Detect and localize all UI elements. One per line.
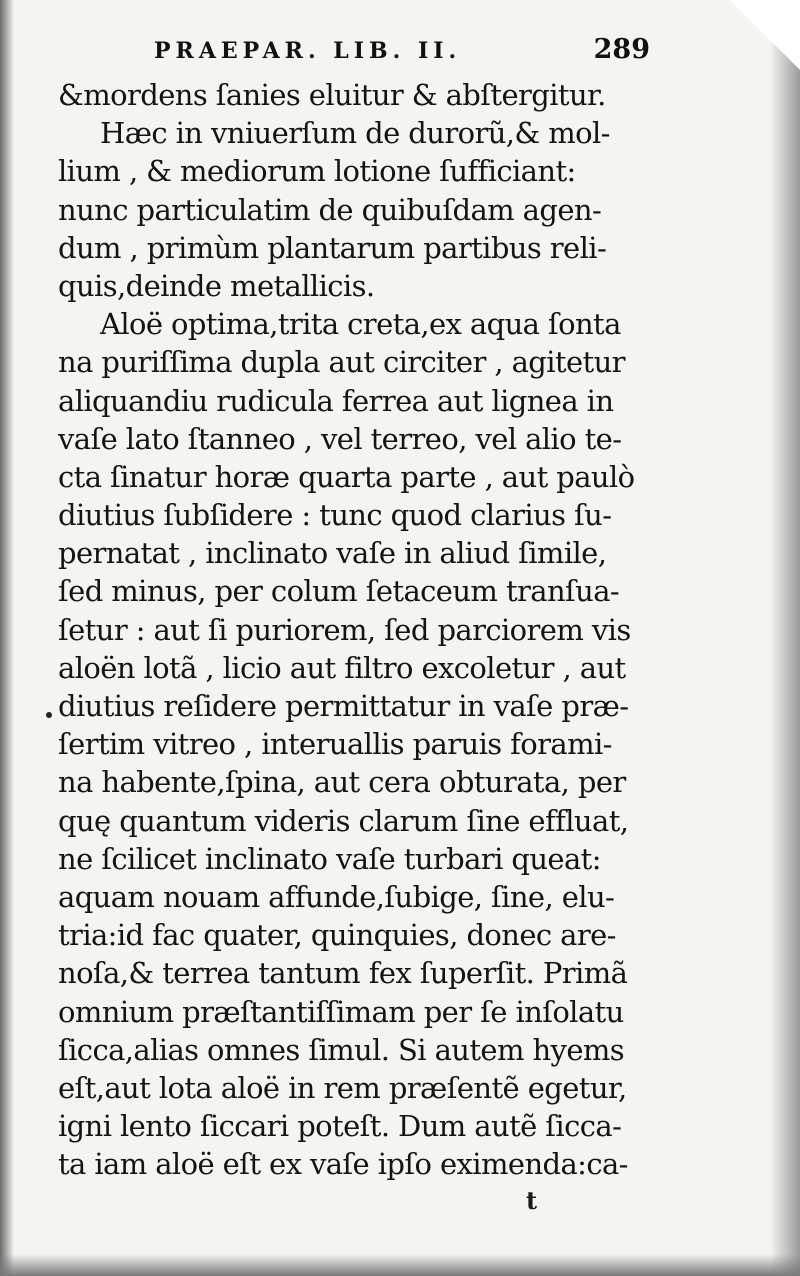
text-line: diutius ſubſidere : tunc quod clarius ſu- [58, 498, 612, 533]
text-line: omnium præſtantiſſimam per ſe inſolatu [58, 994, 624, 1029]
body-text [58, 76, 658, 1183]
catchword: t [526, 1186, 538, 1215]
text-line: &mordens ſanies eluitur & abſtergitur. [58, 78, 606, 112]
text-line: igni lento ſiccari poteſt. Dum autẽ ſicca- [58, 1109, 622, 1144]
text-line: quis,deinde metallicis. [58, 268, 375, 303]
text-line: noſa,& terrea tantum fex ſuperſit. Primã [58, 956, 628, 991]
page-number: 289 [593, 34, 650, 65]
text-line: lium , & mediorum lotione ſufficiant: [58, 154, 576, 189]
text-line: aloën lotã , licio aut filtro excoletur , aut [58, 650, 626, 685]
paragraph-start-line: Hæc in vniuerſum de durorũ,& mol- [100, 116, 610, 151]
folded-corner [730, 0, 800, 70]
text-line: diutius reſidere permittatur in vaſe præ- [58, 689, 629, 723]
text-line: vaſe lato ſtanneo , vel terreo, vel alio te- [58, 421, 622, 456]
text-line: cta ſinatur horæ quarta parte , aut paulò [58, 459, 635, 494]
text-line: tria:id fac quater, quinquies, donec are- [58, 918, 616, 953]
text-line: na habente,ſpina, aut cera obturata, per [58, 765, 626, 800]
text-line: aliquandiu rudicula ferrea aut lignea in [58, 383, 614, 418]
text-line: na puriſſima dupla aut circiter , agitetur [58, 345, 625, 380]
text-line: aquam nouam affunde,ſubige, ſine, elu- [58, 879, 615, 914]
running-head-title: PRAEPAR. LIB. II. [154, 38, 462, 64]
running-head [150, 34, 650, 68]
text-line: ne ſcilicet inclinato vaſe turbari queat: [58, 841, 601, 876]
text-line: ſed minus, per colum ſetaceum tranſua- [58, 574, 620, 609]
page-edge [770, 0, 800, 1276]
text-line: pernatat , inclinato vaſe in aliud ſimile, [58, 536, 607, 571]
paragraph-start-line: Aloë optima,trita creta,ex aqua ſonta [100, 307, 621, 342]
bottom-shadow [0, 1254, 800, 1276]
text-line: ſicca,alias omnes ſimul. Si autem hyems [58, 1032, 625, 1067]
margin-mark [46, 712, 52, 718]
text-line: eſt,aut lota aloë in rem præſentẽ egetur, [58, 1070, 627, 1105]
text-line: nunc particulatim de quibuſdam agen- [58, 192, 602, 227]
binding-shadow [0, 0, 14, 1276]
text-line: ta iam aloë eſt ex vaſe ipſo eximenda:ca- [58, 1147, 628, 1182]
text-line: ſertim vitreo , interuallis paruis forami- [58, 727, 612, 762]
text-line: dum , primùm plantarum partibus reli- [58, 230, 607, 265]
text-line: ſetur : aut ſi puriorem, ſed parciorem vis [58, 612, 631, 647]
text-line: quę quantum videris clarum ſine effluat, [58, 803, 629, 838]
